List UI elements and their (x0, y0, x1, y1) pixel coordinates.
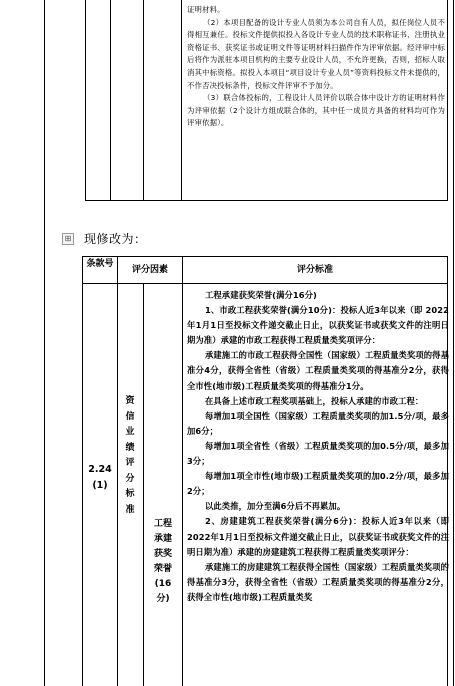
table-col-factor-main (143, 283, 144, 686)
factor-main-char: 业 (125, 427, 135, 437)
top-table-col-3 (143, 0, 144, 200)
table-col-factor (182, 256, 183, 686)
header-scoring-standard: 评分标准 (296, 265, 333, 275)
section-title: 现修改为： (84, 232, 147, 246)
content-paragraph: 2、房建建筑工程获奖荣誉(满分6分)：投标人近3年以来（即 2022年1月1日至投标文件递交截止日止，以获奖证书或获奖文件的注明日期为准）承建的房建建筑工程获得工程质量类奖项评分： (187, 516, 449, 557)
top-fragment-line: 证明材料。 (187, 5, 225, 14)
factor-main-char: 信 (125, 411, 135, 422)
top-table-bottom-border (85, 200, 448, 201)
content-paragraph: 工程承建获奖荣誉(满分16分) (205, 290, 317, 300)
top-fragment-text (187, 4, 445, 130)
scoring-standard-content (187, 288, 449, 605)
top-table-col-2 (110, 0, 111, 200)
factor-main-char: 标 (125, 489, 135, 499)
table-move-handle-icon[interactable]: ⊞ (62, 233, 74, 245)
page-border-left (44, 0, 45, 686)
table-col-left (82, 256, 83, 686)
factor-main-char: 资 (125, 396, 135, 406)
factor-main-char: 绩 (125, 442, 135, 453)
factor-main-char: 分 (125, 473, 135, 484)
top-table-col-5 (447, 0, 448, 200)
content-paragraph: 承建施工的市政工程获得全国性（国家级）工程质量类奖项的得基准分4分，获得全省性（省级）工程质量类奖项的得基准分2分，获得全市性(地市级)工程质量类奖项的得基准分1分。 (187, 350, 449, 391)
factor-main-char: 准 (125, 504, 135, 515)
top-table-col-1 (85, 0, 86, 200)
table-col-no (117, 256, 118, 686)
header-clause-no: 条款号 (86, 259, 114, 269)
content-paragraph: 每增加1项全国性（国家级）工程质量类奖项的加1.5分/项，最多加6分； (187, 410, 449, 436)
clause-number (84, 462, 116, 494)
header-scoring-factor: 评分因素 (131, 265, 168, 275)
content-paragraph: 每增加1项全省性（省级）工程质量类奖项的加0.5分/项，最多加3分； (187, 440, 449, 467)
factor-main-label (124, 394, 136, 518)
top-table-col-4 (181, 0, 182, 200)
content-paragraph: 每增加1项全市性(地市级)工程质量类奖项的加0.2分/项，最多加2分； (187, 471, 449, 497)
content-paragraph: 承建施工的房建建筑工程获得全国性（国家级）工程质量类奖项的得基准分3分，获得全省性（省级）工程质量类奖项的得基准分2分，获得全市性(地市级)工程质量类奖 (187, 561, 449, 602)
table-header-bottom-border (82, 283, 448, 284)
top-fragment-paragraph: （2）本项目配备的设计专业人员须为本公司自有人员，拟任岗位人员不得相互兼任。投标文件提供拟投入各设计专业人员的技术职称证书、注册执业资格证书、获奖证书或证明文件等证明材料扫描件作为评审依据。经评审中标后将作为派驻本项目机构的主要专业设计人员，不允许更换，否则，招标人取消其中标资格。拟投入本项目“项目设计专业人员”等资料投标文件未提供的，不作否决投标条件，投标文件评审不予加分。 (187, 17, 445, 90)
top-fragment-paragraph: （3）联合体投标的，工程设计人员评价以联合体中设计方的证明材料作为评审依据（2个设计方组成联合体的，其中任一成员方具备的材料均可作为评审依据）。 (187, 93, 445, 128)
content-paragraph: 以此类推，加分至满6分后不再累加。 (205, 501, 346, 512)
clause-number-line: (1) (92, 480, 108, 491)
content-paragraph: 1、市政工程获奖荣誉(满分10分)：投标人近3年以来（即 2022年1月1日至投标文件递交截止日止，以获奖证书或获奖文件的注明日期为准）承建的市政工程获得工程质量类奖项评分： (187, 305, 449, 346)
page-border-right (453, 0, 454, 686)
content-paragraph: 在具备上述市政工程奖项基础上，投标人承建的市政工程： (205, 395, 424, 406)
clause-number-line: 2.24 (88, 464, 112, 475)
table-top-border (82, 256, 448, 257)
factor-main-char: 评 (125, 458, 135, 468)
factor-sub-label: 工程 承建 获奖 荣誉 (16 分) (153, 519, 172, 604)
